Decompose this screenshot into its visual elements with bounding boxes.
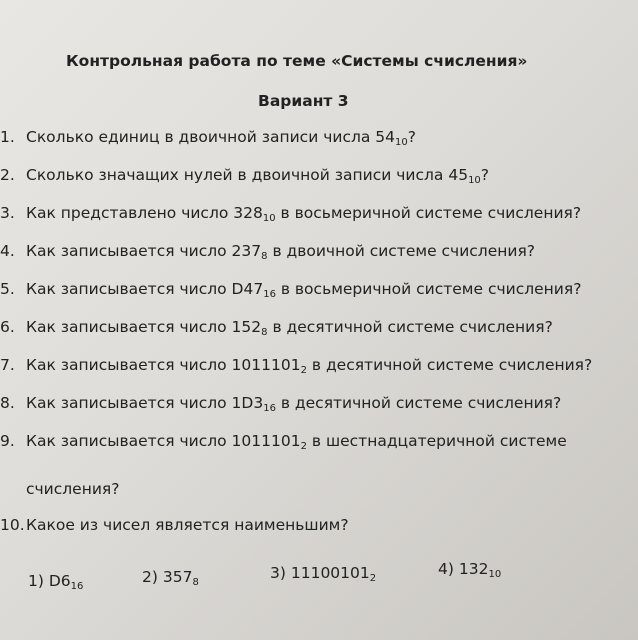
- question-9-continuation: счисления?: [26, 480, 120, 498]
- question-3: 3. Как представлено число $328_{10}$ в восьмеричной системе счисления?: [0, 204, 582, 224]
- question-2: 2. Сколько значащих нулей в двоичной записи числа $45_{10}$?: [0, 166, 490, 186]
- answer-option-3: 3) $11100101_2$: [270, 564, 377, 584]
- question-4: 4. Как записывается число $237_8$ в двоичной системе счисления?: [0, 242, 536, 262]
- question-6: 6. Как записывается число $152_8$ в десятичной системе счисления?: [0, 318, 553, 338]
- question-5: 5. Как записывается число $D47_{16}$ в восьмеричной системе счисления?: [0, 280, 582, 300]
- answer-option-2: 2) $357_8$: [142, 568, 199, 588]
- variant-heading: Вариант 3: [258, 92, 349, 110]
- question-1: 1. Сколько единиц в двоичной записи числа $54_{10}$?: [0, 128, 416, 148]
- question-10: 10.Какое из чисел является наименьшим?: [0, 516, 349, 534]
- answer-option-1: 1) $D6_{16}$: [28, 572, 84, 592]
- answer-option-4: 4) $132_{10}$: [438, 560, 502, 580]
- question-7: 7. Как записывается число $1011101_2$ в десятичной системе счисления?: [0, 356, 593, 376]
- question-8: 8. Как записывается число $1D3_{16}$ в десятичной системе счисления?: [0, 394, 562, 414]
- page-title: Контрольная работа по теме «Системы счисления»: [66, 52, 528, 70]
- question-9: 9. Как записывается число $1011101_2$ в шестнадцатеричной системе: [0, 432, 567, 452]
- answer-options: [0, 558, 638, 598]
